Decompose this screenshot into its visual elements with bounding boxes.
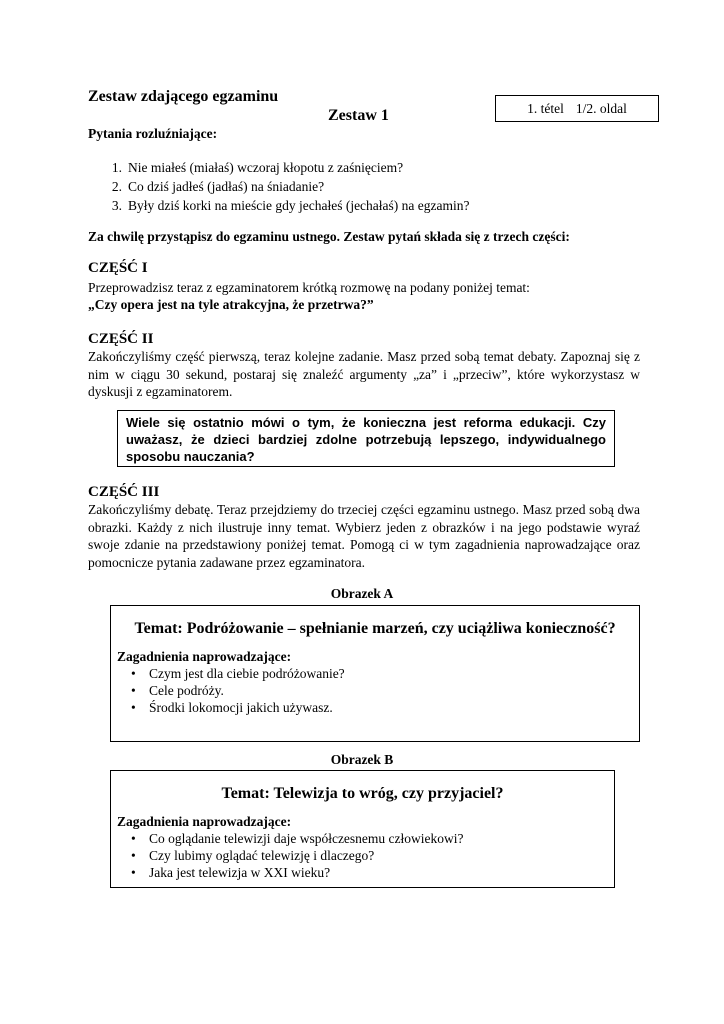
bullet-icon: • <box>131 683 136 698</box>
list-item: • Jaka jest telewizja w XXI wieku? <box>131 865 331 880</box>
picture-b-label: Obrazek B <box>330 752 394 767</box>
page-box <box>495 95 659 122</box>
bullet-icon: • <box>131 831 136 846</box>
part3-body: Zakończyliśmy debatę. Teraz przejdziemy do trzeciej części egzaminu ustnego. Masz przed sobą dwa obrazki. Każdy z nich ilustruje inny temat. Wybierz jeden z obrazków i na jego podstawie wyraź swoje zdanie na przedstawiony poniżej temat. Pomogą ci w tym zagadnienia naprowadzające oraz pomocnicze pytania zadawane przez egzaminatora. <box>88 502 640 570</box>
bullet-icon: • <box>131 848 136 863</box>
part1-title: CZĘŚĆ I <box>88 260 148 276</box>
document-title: Zestaw zdającego egzaminu <box>88 88 279 105</box>
item-number: 1. tétel <box>527 101 564 116</box>
bullet-icon: • <box>131 700 136 715</box>
part1-topic: „Czy opera jest na tyle atrakcyjna, że przetrwa?” <box>88 297 374 312</box>
picture-b-guide-list <box>111 830 614 881</box>
list-item: 3. Były dziś korki na mieście gdy jechałeś (jechałaś) na egzamin? <box>111 198 470 213</box>
picture-a-guide-heading: Zagadnienia naprowadzające: <box>117 649 292 664</box>
set-label: Zestaw 1 <box>328 107 389 124</box>
part1-body <box>88 279 638 313</box>
list-item: • Czy lubimy oglądać telewizję i dlaczego? <box>131 848 375 863</box>
list-item: • Środki lokomocji jakich używasz. <box>131 700 333 715</box>
list-item: • Cele podróży. <box>131 683 224 698</box>
picture-b-topic: Temat: Telewizja to wróg, czy przyjaciel? <box>221 785 504 802</box>
picture-a-guide-list <box>111 665 639 716</box>
list-item: • Co oglądanie telewizji daje współczesnemu człowiekowi? <box>131 831 464 846</box>
list-item: • Czym jest dla ciebie podróżowanie? <box>131 666 345 681</box>
picture-a-label: Obrazek A <box>330 586 394 601</box>
part2-title: CZĘŚĆ II <box>88 331 154 347</box>
list-item: 1. Nie miałeś (miałaś) wczoraj kłopotu z zaśnięciem? <box>111 160 404 175</box>
bullet-icon: • <box>131 865 136 880</box>
page-number: 1/2. oldal <box>575 101 627 116</box>
part3-title: CZĘŚĆ III <box>88 484 160 500</box>
part2-body: Zakończyliśmy część pierwszą, teraz kolejne zadanie. Masz przed sobą temat debaty. Zapoznaj się z nim w ciągu 30 sekund, postaraj się znaleźć argumenty „za” i „przeciw”, które wykorzystasz w dyskusji z egzaminatorem. <box>88 349 640 399</box>
debate-box: Wiele się ostatnio mówi o tym, że konieczna jest reforma edukacji. Czy uważasz, że dzieci bardziej zdolne potrzebują lepszego, indywidualnego sposobu nauczania? <box>117 410 615 467</box>
picture-b-card <box>110 770 615 888</box>
list-item: 2. Co dziś jadłeś (jadłaś) na śniadanie? <box>111 179 325 194</box>
bullet-icon: • <box>131 666 136 681</box>
warmup-list <box>88 158 628 215</box>
part1-line: Przeprowadzisz teraz z egzaminatorem krótką rozmowę na podany poniżej temat: <box>88 280 530 295</box>
picture-b-guide-heading: Zagadnienia naprowadzające: <box>117 814 292 829</box>
intro-text: Za chwilę przystąpisz do egzaminu ustnego. Zestaw pytań składa się z trzech części: <box>88 229 570 244</box>
picture-a-card <box>110 605 640 742</box>
warmup-heading: Pytania rozluźniające: <box>88 126 218 141</box>
picture-a-topic: Temat: Podróżowanie – spełnianie marzeń, czy uciążliwa konieczność? <box>134 620 616 637</box>
